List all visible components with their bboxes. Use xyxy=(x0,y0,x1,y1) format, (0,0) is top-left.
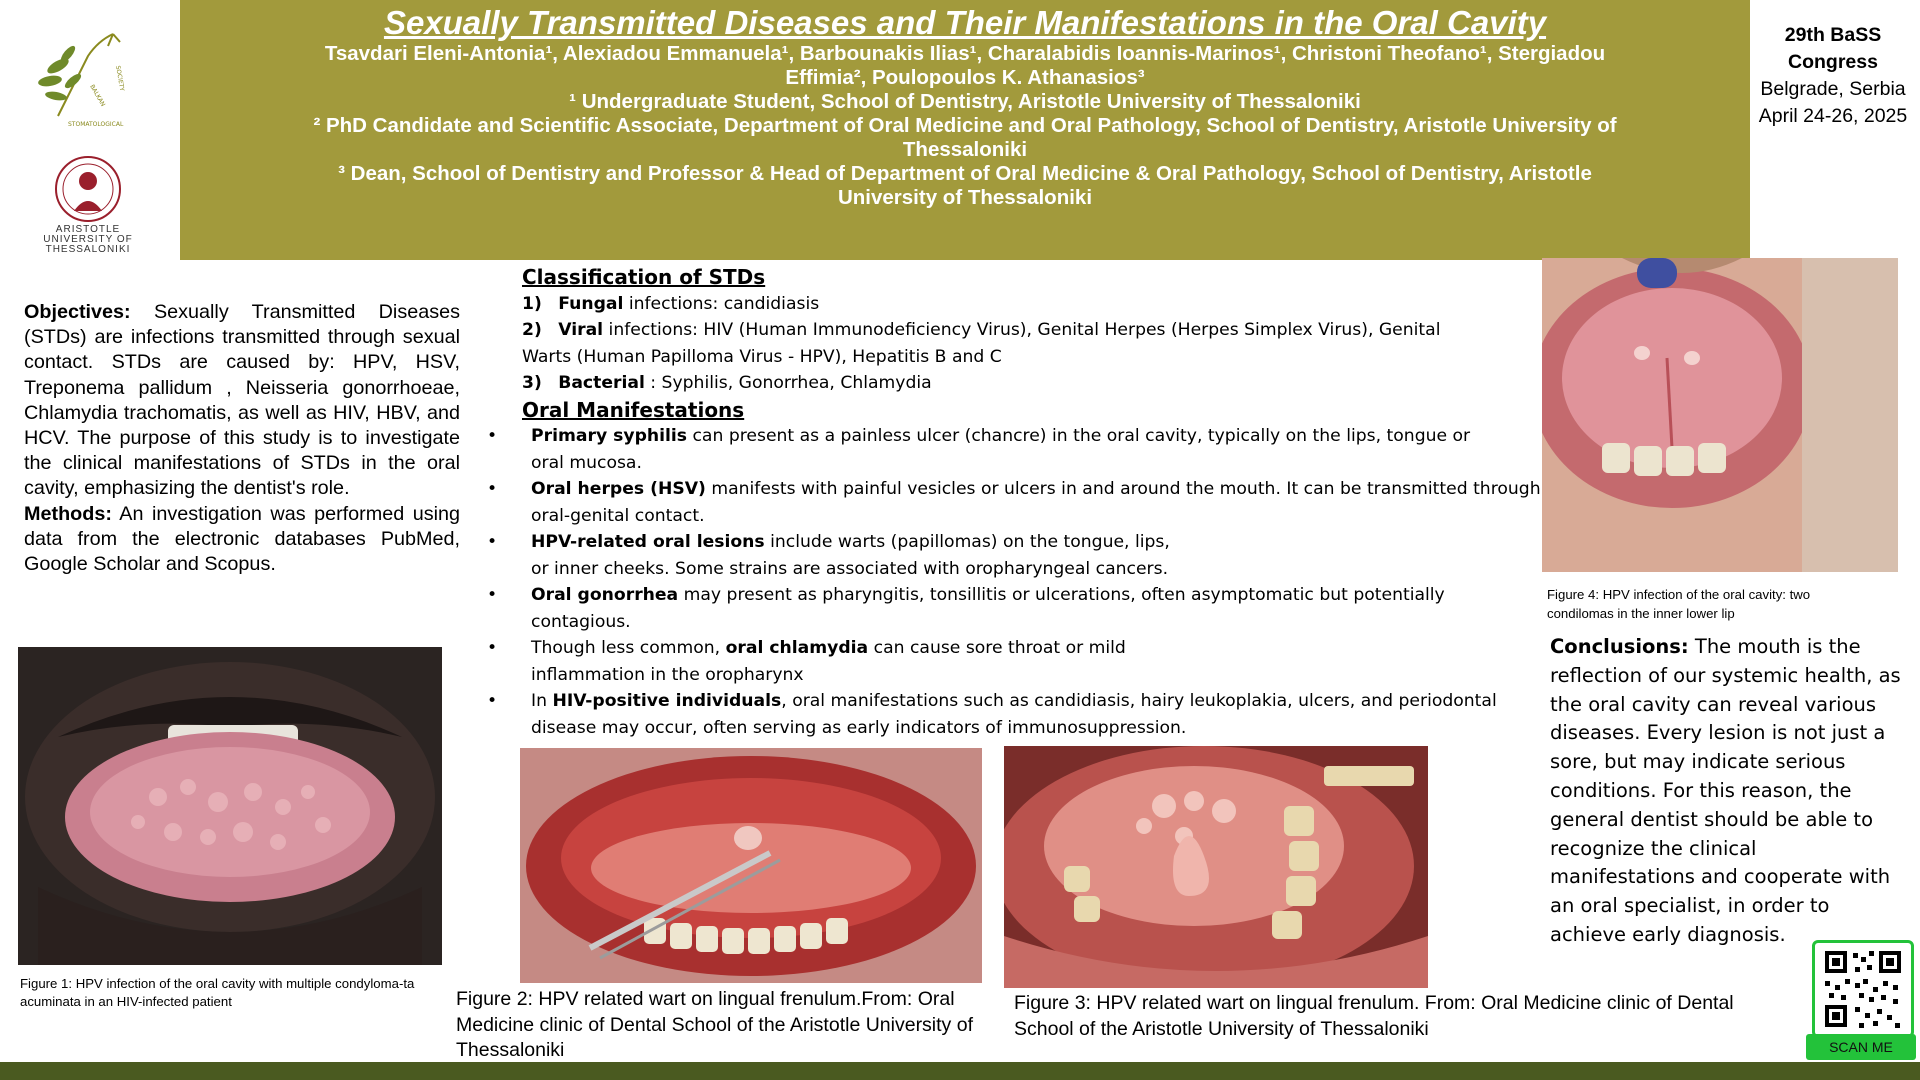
manifestation-term: HIV-positive individuals xyxy=(552,691,782,711)
classification-num: 3) xyxy=(522,373,542,393)
bullet-icon: • xyxy=(487,638,498,658)
manifestation-text-2: or inner cheeks. Some strains are associated with oropharyngeal cancers. xyxy=(531,558,1169,579)
classification-item-3 xyxy=(522,370,1552,397)
figure-2-image xyxy=(520,748,982,983)
authors-line-1: Tsavdari Eleni-Antonia¹, Alexiadou Emmanuela¹, Barbounakis Ilias¹, Charalabidis Ioannis-Marinos¹, Christoni Theofano¹, Stergiadou xyxy=(324,42,1606,65)
bullet-icon: • xyxy=(487,479,498,499)
congress-location: Belgrade, Serbia xyxy=(1760,78,1906,100)
authors-line-2: Effimia², Poulopoulos K. Athanasios³ xyxy=(785,66,1145,89)
classification-item-2 xyxy=(522,317,1552,344)
bullet-icon: • xyxy=(487,585,498,605)
classification-text: infections: HIV (Human Immunodeficiency Virus), Genital Herpes (Herpes Simplex Virus), Genital xyxy=(603,320,1441,340)
auth-caption-line-1: ARISTOTLE xyxy=(55,224,121,235)
poster-title: Sexually Transmitted Diseases and Their Manifestations in the Oral Cavity xyxy=(383,4,1547,41)
figure-3-image xyxy=(1004,746,1428,988)
affiliation-3-line-2: University of Thessaloniki xyxy=(837,186,1093,209)
classification-type: Fungal xyxy=(558,293,624,314)
footer-bar xyxy=(0,1062,1920,1080)
figure-3-caption: Figure 3: HPV related wart on lingual frenulum. From: Oral Medicine clinic of Dental School of the Aristotle University of Thessaloniki xyxy=(1014,992,1734,1040)
bullet-icon: • xyxy=(487,691,498,711)
manifestation-text-2: oral-genital contact. xyxy=(531,505,705,526)
congress-line-2: Congress xyxy=(1788,51,1878,73)
manifestations-heading: Oral Manifestations xyxy=(522,397,745,422)
classification-heading: Classification of STDs xyxy=(522,265,766,289)
manifestation-text: can cause sore throat or mild xyxy=(868,638,1126,658)
list-item xyxy=(487,423,1552,476)
classification-type: Viral xyxy=(558,320,604,340)
congress-line-1: 29th BaSS xyxy=(1784,24,1882,46)
classification-type: Bacterial xyxy=(558,373,645,393)
auth-caption-line-3: THESSALONIKI xyxy=(45,244,131,255)
middle-column xyxy=(487,264,1552,741)
manifestation-text-2: contagious. xyxy=(531,611,631,632)
affiliation-2-line-1: ² PhD Candidate and Scientific Associate, Department of Oral Medicine and Oral Pathology, School of Dentistry, Aristotle University of xyxy=(313,114,1617,137)
manifestation-text-2: disease may occur, often serving as early indicators of immunosuppression. xyxy=(531,717,1187,738)
manifestations-list xyxy=(487,423,1552,741)
poster-header xyxy=(180,0,1750,260)
manifestation-term: oral chlamydia xyxy=(725,638,869,658)
figure-4-image xyxy=(1542,258,1898,572)
list-item xyxy=(487,529,1552,582)
aristotle-seal-icon xyxy=(30,155,146,223)
classification-text: Warts (Human Papilloma Virus - HPV), Hepatitis B and C xyxy=(522,346,1002,367)
manifestation-text: , oral manifestations such as candidiasis, hairy leukoplakia, ulcers, and periodontal xyxy=(781,691,1497,711)
affiliation-3-line-1: ³ Dean, School of Dentistry and Professor & Head of Department of Oral Medicine & Oral Pathology, School of Dentistry, Aristotle xyxy=(338,162,1592,185)
bullet-icon: • xyxy=(487,532,498,552)
figure-4-caption: Figure 4: HPV infection of the oral cavity: two condilomas in the inner lower lip xyxy=(1547,587,1811,621)
classification-item-1 xyxy=(522,291,1552,318)
classification-text: : Syphilis, Gonorrhea, Chlamydia xyxy=(644,373,932,393)
conclusions-text: The mouth is the reflection of our systemic health, as the oral cavity can reveal various diseases. Every lesion is not just a sore, but may indicate serious conditions. For this reason, the general dentist should be able to recognize the clinical manifestations and cooperate with an oral specialist, in order to achieve early diagnosis. xyxy=(1550,635,1901,946)
methods-label: Methods: xyxy=(24,502,112,525)
objectives-text: Sexually Transmitted Diseases (STDs) are infections transmitted through sexual contact. STDs are caused by: HPV, HSV, Treponema pallidum , Neisseria gonorrhoeae, Chlamydia trachomatis, as well as HIV, HBV, and HCV. The purpose of this study is to investigate the clinical manifestations of STDs in the oral cavity, emphasizing the dentist's role. xyxy=(24,301,460,500)
classification-item-2-continued xyxy=(522,344,1552,371)
figure-2-caption: Figure 2: HPV related wart on lingual frenulum.From: Oral Medicine clinic of Dental School of the Aristotle University of Thessaloniki xyxy=(456,988,973,1061)
manifestation-text: manifests with painful vesicles or ulcers in and around the mouth. It can be transmitted through xyxy=(705,479,1541,499)
auth-caption-line-2: UNIVERSITY OF xyxy=(43,234,133,245)
affiliation-2-line-2: Thessaloniki xyxy=(902,138,1028,161)
objectives-paragraph xyxy=(24,300,460,502)
conclusions-section xyxy=(1550,633,1902,950)
list-item xyxy=(487,635,1552,688)
manifestation-text: may present as pharyngitis, tonsillitis or ulcerations, often asymptomatic but potentially xyxy=(678,585,1445,605)
list-item xyxy=(487,582,1552,635)
manifestation-term: HPV-related oral lesions xyxy=(531,532,765,552)
manifestation-pre: In xyxy=(531,691,553,711)
congress-info xyxy=(1752,22,1914,130)
svg-text:STOMATOLOGICAL: STOMATOLOGICAL xyxy=(68,121,124,128)
objectives-label: Objectives: xyxy=(24,301,131,323)
svg-text:SOCIETY: SOCIETY xyxy=(114,65,126,92)
objectives-methods-section xyxy=(24,300,460,577)
figure-1-image xyxy=(18,647,442,965)
qr-code-icon xyxy=(1815,943,1911,1035)
classification-text: infections: candidiasis xyxy=(623,293,820,314)
qr-code[interactable] xyxy=(1812,940,1914,1038)
svg-text:BALKAN: BALKAN xyxy=(88,83,107,108)
figure-1-caption: Figure 1: HPV infection of the oral cavity with multiple condyloma-ta acuminata in an HIV-infected patient xyxy=(20,976,415,1009)
manifestation-term: Primary syphilis xyxy=(531,426,688,446)
list-item xyxy=(487,688,1552,741)
scan-me-label[interactable]: SCAN ME xyxy=(1806,1034,1916,1060)
balkan-stomatological-society-logo xyxy=(28,26,148,136)
aristotle-university-logo xyxy=(30,155,146,260)
manifestation-term: Oral gonorrhea xyxy=(531,585,679,605)
manifestation-text-2: oral mucosa. xyxy=(531,452,642,473)
manifestation-text-2: inflammation in the oropharynx xyxy=(531,664,804,685)
manifestation-term: Oral herpes (HSV) xyxy=(531,479,706,499)
classification-num: 2) xyxy=(522,320,542,340)
classification-num: 1) xyxy=(522,293,542,314)
methods-text: An investigation was performed using data from the electronic databases PubMed, Google Scholar and Scopus. xyxy=(24,502,460,576)
methods-paragraph xyxy=(24,502,460,578)
congress-dates: April 24-26, 2025 xyxy=(1758,105,1908,127)
conclusions-label: Conclusions: xyxy=(1550,635,1689,658)
affiliation-1: ¹ Undergraduate Student, School of Dentistry, Aristotle University of Thessaloniki xyxy=(569,90,1361,113)
list-item xyxy=(487,476,1552,529)
bullet-icon: • xyxy=(487,426,498,446)
manifestation-pre: Though less common, xyxy=(531,638,726,658)
manifestation-text: can present as a painless ulcer (chancre) in the oral cavity, typically on the lips, tongue or xyxy=(687,426,1471,446)
manifestation-text: include warts (papillomas) on the tongue, lips, xyxy=(764,532,1170,552)
